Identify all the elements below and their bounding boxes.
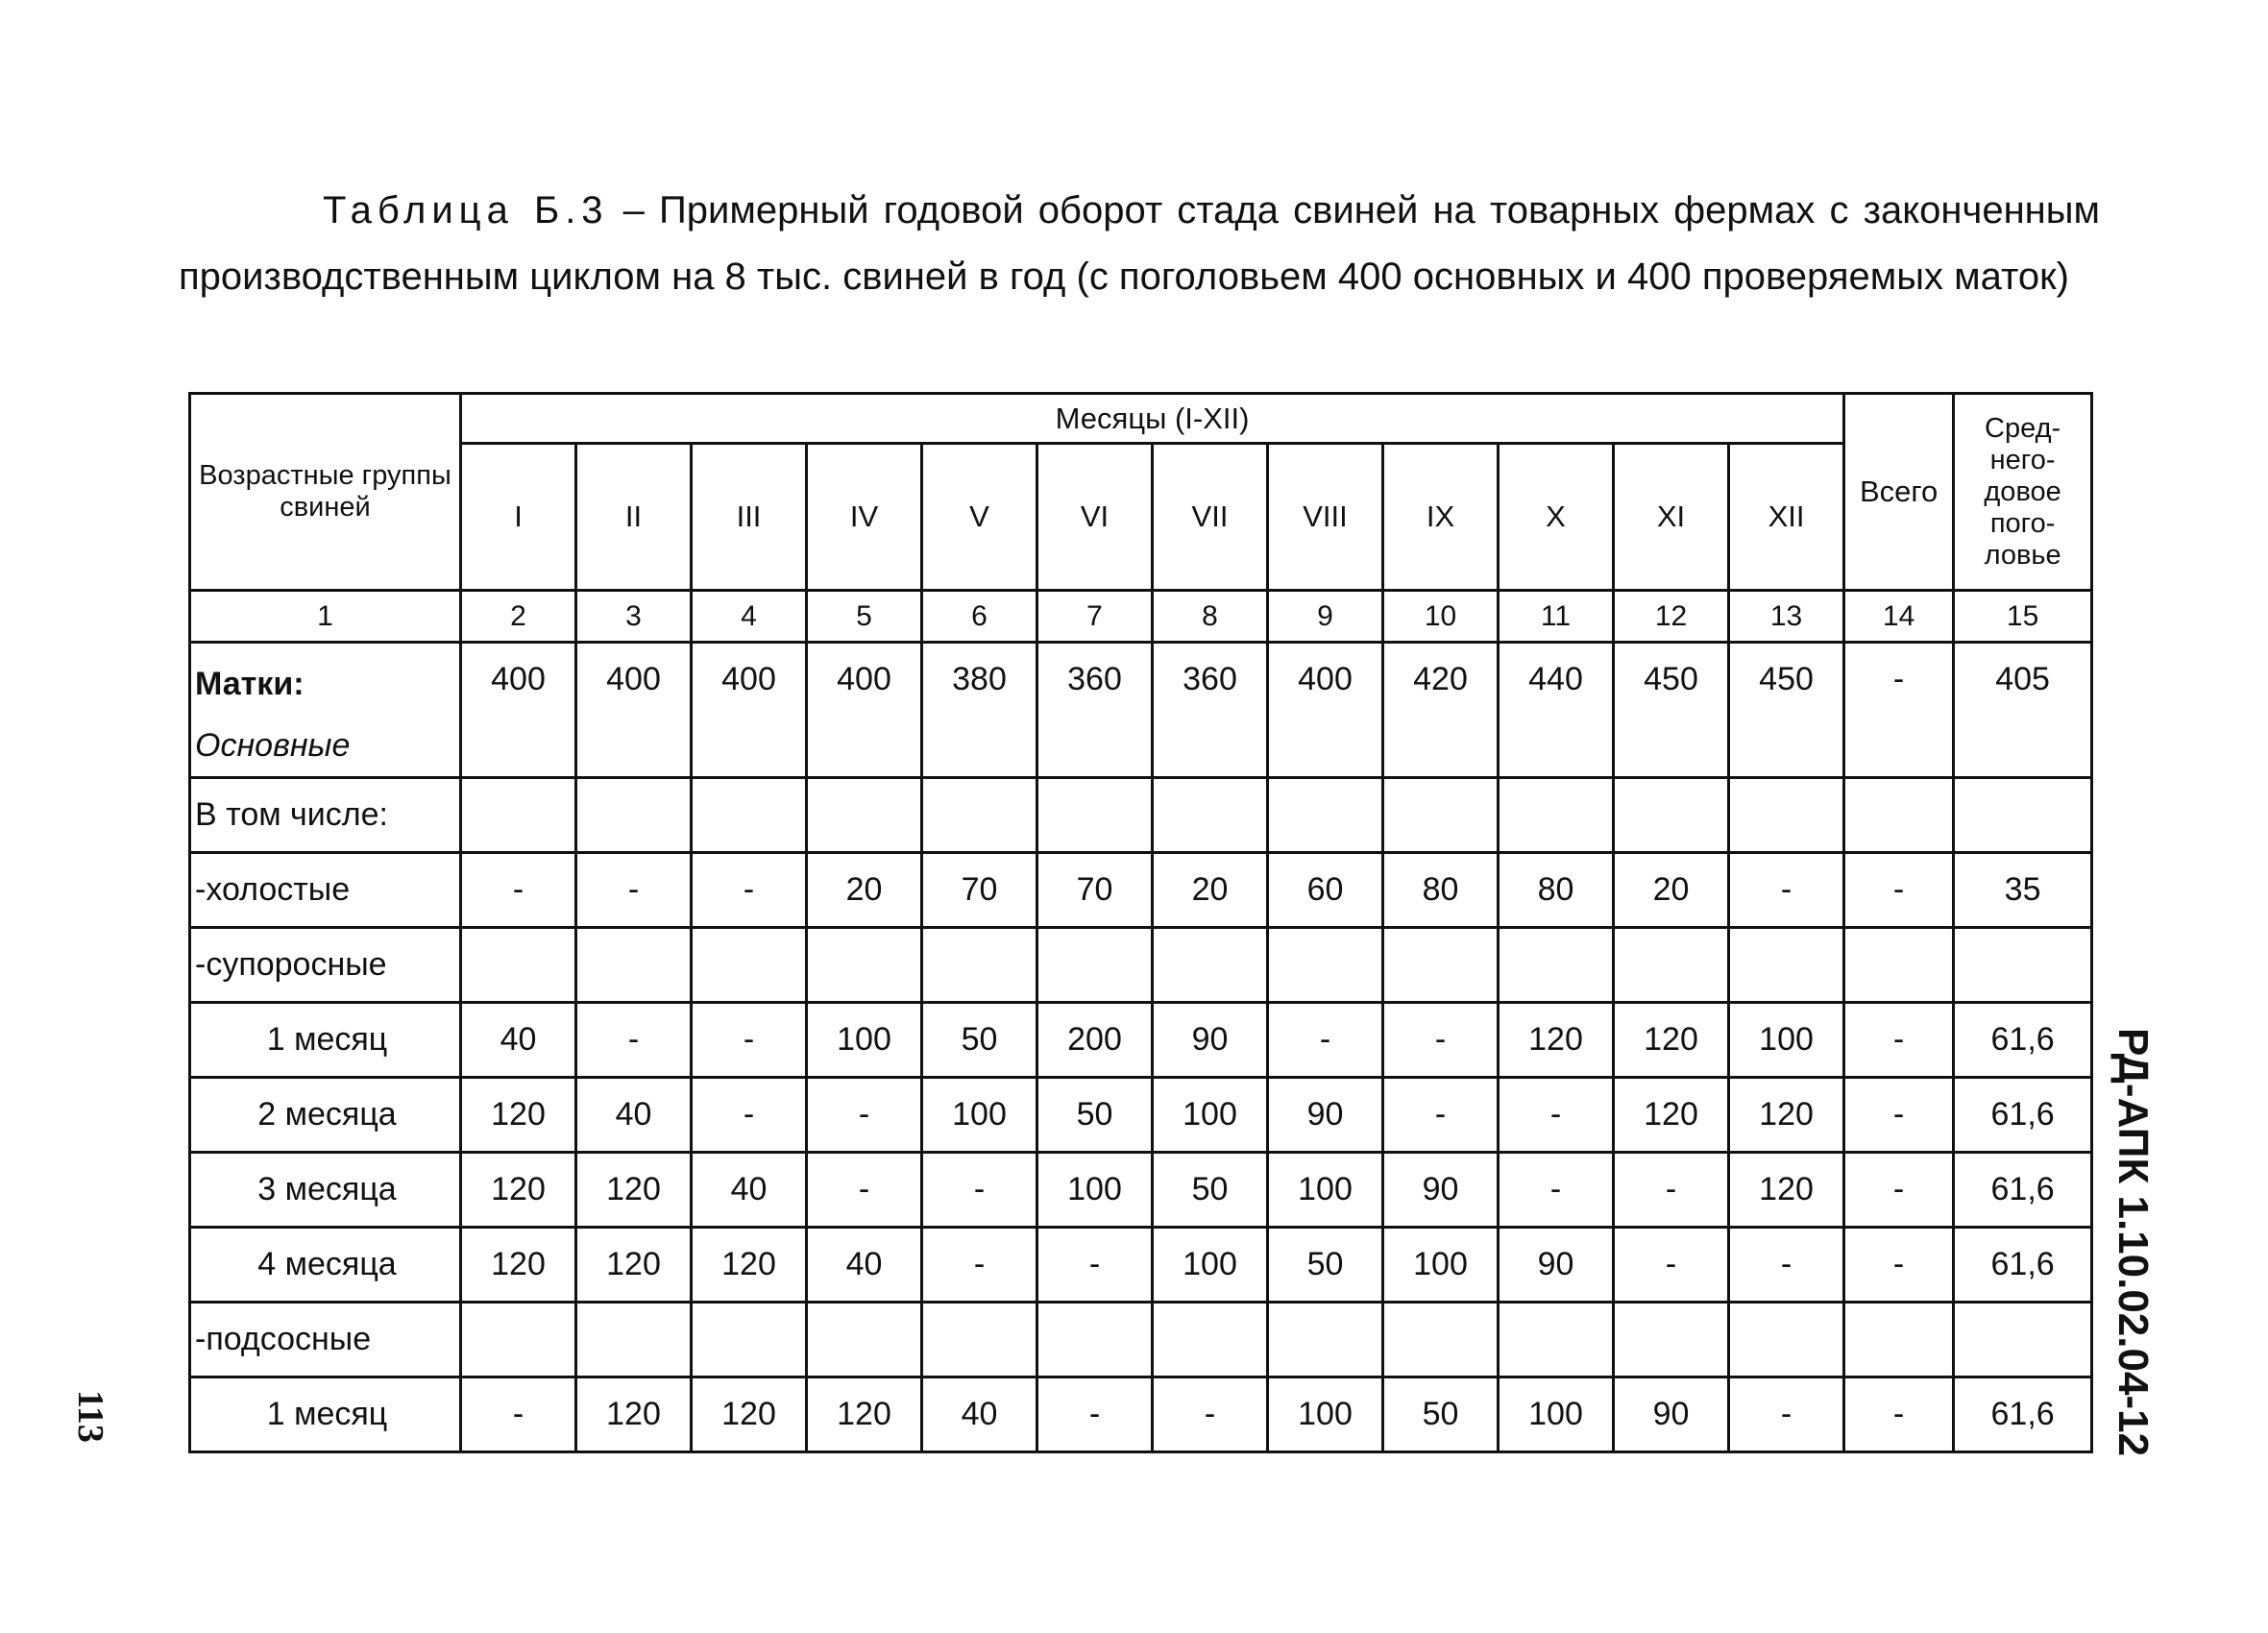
column-number: 1	[190, 591, 461, 643]
table-cell: -	[1499, 1153, 1614, 1228]
table-cell: -	[1844, 1377, 1954, 1452]
table-cell: 360	[1153, 643, 1268, 778]
column-number: 10	[1383, 591, 1499, 643]
table-cell: 120	[692, 1228, 807, 1303]
table-cell: -	[1037, 1377, 1153, 1452]
table-cell: 61,6	[1954, 1003, 2092, 1078]
table-cell: 400	[1268, 643, 1383, 778]
page-number: 113	[70, 1390, 110, 1443]
table-cell	[461, 1303, 576, 1377]
table-cell: 120	[461, 1078, 576, 1153]
column-number: 12	[1614, 591, 1729, 643]
table-cell	[576, 778, 692, 853]
table-cell	[807, 778, 922, 853]
table-cell: 90	[1153, 1003, 1268, 1078]
table-cell	[1954, 778, 2092, 853]
table-cell	[922, 1303, 1037, 1377]
table-cell: 100	[1153, 1078, 1268, 1153]
table-cell: 20	[807, 853, 922, 928]
table-cell	[1954, 1303, 2092, 1377]
column-number: 7	[1037, 591, 1153, 643]
table-cell	[807, 928, 922, 1003]
total-header: Всего	[1844, 394, 1954, 591]
table-cell: 120	[1729, 1153, 1844, 1228]
table-cell: 40	[922, 1377, 1037, 1452]
table-cell: 120	[692, 1377, 807, 1452]
table-cell: 380	[922, 643, 1037, 778]
row-label: 4 месяца	[190, 1228, 461, 1303]
table-cell: 80	[1383, 853, 1499, 928]
table-cell	[922, 928, 1037, 1003]
column-number: 5	[807, 591, 922, 643]
table-cell: 450	[1729, 643, 1844, 778]
table-caption-text: – Примерный годовой оборот стада свиней на товарных фермах с законченным производственным циклом на 8 тыс. свиней в год (с поголовьем 400 основных и 400 проверяемых маток)	[179, 189, 2101, 298]
table-cell: -	[807, 1078, 922, 1153]
table-cell	[576, 1303, 692, 1377]
column-number: 15	[1954, 591, 2092, 643]
table-caption	[179, 178, 2100, 310]
table-cell: 100	[1268, 1153, 1383, 1228]
table-cell: -	[692, 1078, 807, 1153]
table-cell: 100	[1268, 1377, 1383, 1452]
table-cell: -	[807, 1153, 922, 1228]
table-cell	[1037, 1303, 1153, 1377]
table-cell: -	[576, 853, 692, 928]
month-header: II	[576, 444, 692, 591]
age-groups-header: Возрастные группы свиней	[190, 394, 461, 591]
table-cell	[692, 1303, 807, 1377]
table-cell	[1383, 928, 1499, 1003]
month-header: I	[461, 444, 576, 591]
month-header: VI	[1037, 444, 1153, 591]
table-row	[190, 1377, 2092, 1452]
table-cell: 90	[1499, 1228, 1614, 1303]
table-cell: 50	[1268, 1228, 1383, 1303]
table-cell	[1268, 778, 1383, 853]
table-cell: -	[1268, 1003, 1383, 1078]
table-cell: -	[1844, 1078, 1954, 1153]
column-number: 11	[1499, 591, 1614, 643]
row-label: 2 месяца	[190, 1078, 461, 1153]
row-label: В том числе:	[190, 778, 461, 853]
table-cell	[1844, 1303, 1954, 1377]
table-cell	[1954, 928, 2092, 1003]
pig-herd-turnover-table	[188, 392, 2093, 1453]
table-cell: 50	[1037, 1078, 1153, 1153]
table-cell: -	[1729, 853, 1844, 928]
table-cell: 35	[1954, 853, 2092, 928]
table-cell: 80	[1499, 853, 1614, 928]
table-cell: 40	[692, 1153, 807, 1228]
table-cell: -	[1844, 1228, 1954, 1303]
table-cell: 120	[1614, 1078, 1729, 1153]
table-cell	[1499, 778, 1614, 853]
row-label: 3 месяца	[190, 1153, 461, 1228]
table-caption-label: Таблица Б.3	[323, 189, 609, 232]
table-cell	[461, 778, 576, 853]
table-row	[190, 643, 2092, 778]
table-cell: 405	[1954, 643, 2092, 778]
table-cell	[807, 1303, 922, 1377]
table-cell	[1383, 1303, 1499, 1377]
table-cell	[1037, 928, 1153, 1003]
table-cell: -	[692, 1003, 807, 1078]
table-cell	[1614, 928, 1729, 1003]
table-cell: 100	[807, 1003, 922, 1078]
table-row	[190, 778, 2092, 853]
table-cell: 120	[1614, 1003, 1729, 1078]
table-cell	[1614, 1303, 1729, 1377]
table-cell: -	[1729, 1377, 1844, 1452]
table-cell	[1153, 928, 1268, 1003]
column-number: 9	[1268, 591, 1383, 643]
table-cell: 120	[1729, 1078, 1844, 1153]
months-header: Месяцы (I-XII)	[461, 394, 1844, 444]
column-number: 3	[576, 591, 692, 643]
month-header: V	[922, 444, 1037, 591]
table-cell: 90	[1268, 1078, 1383, 1153]
table-cell: 20	[1153, 853, 1268, 928]
month-header: IV	[807, 444, 922, 591]
table-cell: 50	[922, 1003, 1037, 1078]
table-cell	[922, 778, 1037, 853]
table-row	[190, 1003, 2092, 1078]
average-herd-header: Сред- него- довое пого- ловье	[1954, 394, 2092, 591]
table-cell: -	[1844, 1153, 1954, 1228]
table-cell: 100	[1729, 1003, 1844, 1078]
table-cell: -	[1153, 1377, 1268, 1452]
table-cell: -	[1729, 1228, 1844, 1303]
table-cell	[1499, 928, 1614, 1003]
table-cell: 450	[1614, 643, 1729, 778]
table-cell: 61,6	[1954, 1153, 2092, 1228]
table-cell: 440	[1499, 643, 1614, 778]
month-header: XII	[1729, 444, 1844, 591]
table-cell: 100	[922, 1078, 1037, 1153]
month-header: VIII	[1268, 444, 1383, 591]
table-cell: 400	[692, 643, 807, 778]
row-label: -холостые	[190, 853, 461, 928]
table-cell	[1844, 928, 1954, 1003]
document-code: РД-АПК 1.10.02.04-12	[2109, 1028, 2157, 1457]
table-row	[190, 1228, 2092, 1303]
main-sows-label: Основные	[195, 727, 351, 764]
table-cell: -	[1614, 1153, 1729, 1228]
table-cell	[1729, 928, 1844, 1003]
table-cell	[1729, 778, 1844, 853]
row-label: -подсосные	[190, 1303, 461, 1377]
column-number: 4	[692, 591, 807, 643]
month-header: VII	[1153, 444, 1268, 591]
table-cell: 420	[1383, 643, 1499, 778]
table-cell: 40	[461, 1003, 576, 1078]
table-cell	[1268, 928, 1383, 1003]
table-cell: 61,6	[1954, 1377, 2092, 1452]
table-cell: -	[1383, 1003, 1499, 1078]
table-cell	[461, 928, 576, 1003]
table-cell: 120	[1499, 1003, 1614, 1078]
table-cell: 40	[807, 1228, 922, 1303]
table-cell	[1153, 778, 1268, 853]
table-cell: 400	[807, 643, 922, 778]
table-cell	[1153, 1303, 1268, 1377]
table-cell	[1383, 778, 1499, 853]
table-cell: -	[922, 1228, 1037, 1303]
table-cell: -	[922, 1153, 1037, 1228]
row-label: -супоросные	[190, 928, 461, 1003]
table-cell	[1844, 778, 1954, 853]
table-cell: 61,6	[1954, 1228, 2092, 1303]
table-cell	[1037, 778, 1153, 853]
table-row	[190, 1303, 2092, 1377]
table-cell: 120	[461, 1153, 576, 1228]
table-cell: -	[461, 1377, 576, 1452]
table-cell: 100	[1037, 1153, 1153, 1228]
table-cell	[692, 778, 807, 853]
table-cell: 360	[1037, 643, 1153, 778]
table-cell: -	[1844, 643, 1954, 778]
table-cell	[1614, 778, 1729, 853]
table-cell: -	[1499, 1078, 1614, 1153]
table-cell: 90	[1614, 1377, 1729, 1452]
month-header: IX	[1383, 444, 1499, 591]
row-label: 1 месяц	[190, 1377, 461, 1452]
table-cell: 50	[1383, 1377, 1499, 1452]
table-row	[190, 853, 2092, 928]
column-number: 13	[1729, 591, 1844, 643]
table-cell: 70	[1037, 853, 1153, 928]
row-label: 1 месяц	[190, 1003, 461, 1078]
table-cell: 120	[576, 1228, 692, 1303]
month-header: X	[1499, 444, 1614, 591]
table-cell: 50	[1153, 1153, 1268, 1228]
table-cell	[576, 928, 692, 1003]
table-cell: -	[1614, 1228, 1729, 1303]
table-cell: 90	[1383, 1153, 1499, 1228]
table-cell: 20	[1614, 853, 1729, 928]
table-row	[190, 1153, 2092, 1228]
column-number: 2	[461, 591, 576, 643]
table-cell: 400	[576, 643, 692, 778]
table-row	[190, 1078, 2092, 1153]
table-cell: 100	[1383, 1228, 1499, 1303]
table-cell	[1729, 1303, 1844, 1377]
table-cell: 400	[461, 643, 576, 778]
table-cell: 40	[576, 1078, 692, 1153]
table-cell: 70	[922, 853, 1037, 928]
table-cell	[692, 928, 807, 1003]
table-cell: 120	[576, 1377, 692, 1452]
table-cell: 120	[576, 1153, 692, 1228]
sows-label: Матки:	[195, 666, 305, 702]
column-number: 6	[922, 591, 1037, 643]
row-label-sows-main	[190, 643, 461, 778]
table-cell: -	[692, 853, 807, 928]
table-cell	[1268, 1303, 1383, 1377]
table-cell: 120	[807, 1377, 922, 1452]
table-cell: 120	[461, 1228, 576, 1303]
table-row	[190, 928, 2092, 1003]
table-cell: -	[576, 1003, 692, 1078]
month-header: XI	[1614, 444, 1729, 591]
table-cell: -	[461, 853, 576, 928]
table-cell: 200	[1037, 1003, 1153, 1078]
table-cell: 61,6	[1954, 1078, 2092, 1153]
table-cell: -	[1037, 1228, 1153, 1303]
table-cell: 100	[1153, 1228, 1268, 1303]
table-cell: -	[1844, 1003, 1954, 1078]
table-cell: 60	[1268, 853, 1383, 928]
table-cell: -	[1844, 853, 1954, 928]
month-header: III	[692, 444, 807, 591]
table-cell: 100	[1499, 1377, 1614, 1452]
table-cell: -	[1383, 1078, 1499, 1153]
column-number: 14	[1844, 591, 1954, 643]
table-cell	[1499, 1303, 1614, 1377]
column-number: 8	[1153, 591, 1268, 643]
